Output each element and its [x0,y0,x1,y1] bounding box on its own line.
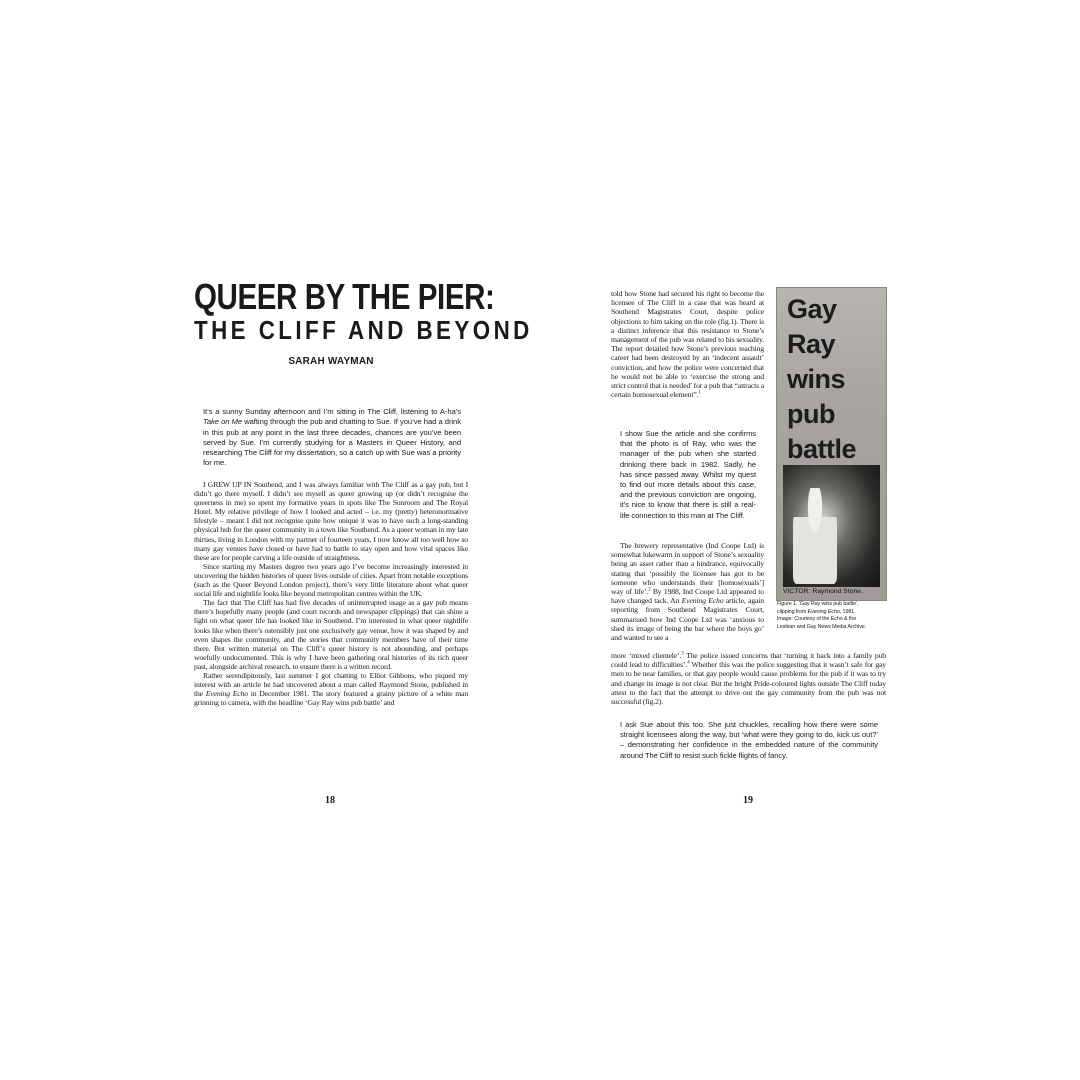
body-paragraph: I GREW UP IN Southend, and I was always familiar with The Cliff as a gay pub, but I didn’t go there myself. I didn’t see myself as queer growing up (or didn’t recognise the queerness in me) so spent my formative years in spots like The Sunroom and The Royal Hotel. My relative privilege of how I looked and acted – i.e. my (pretty) heteronormative lifestyle – meant I did not recognise quite how unique it was to have such a long-standing physical hub for the queer community in a town like Southend. As a queer woman in my late thirties, living in London with my partner of fourteen years, I now know all too well how so many gay venues have closed or have had to battle to stay open and how vital spaces like these are for people carving a life outside of straightness. [194,480,468,562]
body-paragraph: The fact that The Cliff has had five decades of uninterrupted usage as a gay pub means there’s hopefully many people (and court records and newspaper clippings) that can shine a light on what queer life has looked like in Southend. I’m interested in what queer nightlife looks like when there’s ostensibly just one exclusively gay venue, how it was shaped by and even shapes the community, and the stories that community members have of their time there. But written material on The Cliff’s queer history is not abounding, and perhaps woefully undocumented. This is why I have been gathering oral histories of its rich queer past, alongside archival research, to ensure there is a written record. [194,598,468,671]
interview-quote-1: I show Sue the article and she confirms that the photo is of Ray, who was the manager of the pub when she started drinking there back in 1982. Sadly, he has since passed away. Whilst my quest to find out more details about this case, and the previous conviction are ongoing, it’s nice to know that there is still a real-life connection to this man at The Cliff. [620,429,756,520]
body-text-right-mid: The brewery representative (Ind Coope Ltd) is somewhat lukewarm in support of Stone’s sexuality being an asset rather than a hindrance, equivocally stating that ‘possibly the licensee has got to be someone who understands their [homosexuals’] way of life’.$^2$ By 1988, Ind Coope Ltd appeared to have changed tack. An Evening Echo article, again reporting from Southend Magistrates Court, summarised how Ind Coope Ltd was ‘anxious to shed its image of being the bar where the boys go’ and wanted to see a [611,541,764,643]
author-byline: SARAH WAYMAN [288,356,374,367]
body-paragraph: Rather serendipitously, last summer I got chatting to Elliot Gibbons, who piqued my interest with an article he had uncovered about a man called Raymond Stone, published in the Evening Echo in December 1981. The story featured a grainy picture of a white man grinning to camera, with the headline ‘Gay Ray wins pub battle’ and [194,670,469,708]
figure-caption: Figure 1. ‘Gay Ray wins pub battle’, clipping from Evening Echo, 1981. Image: Courtesy of the Echo & the Lesbian and Gay News Media Archive. [777,601,867,630]
body-text-left [194,480,468,707]
page-number-right: 19 [743,795,753,806]
newspaper-clipping-image [776,287,887,601]
article-title: QUEER BY THE PIER: [194,276,495,317]
article-subtitle: THE CLIFF AND BEYOND [194,315,533,345]
clipping-headline: Gay Ray wins pub battle [787,294,857,464]
clipping-photo-subject [793,488,837,584]
interview-quote-2: I ask Sue about this too. She just chuckles, recalling how there were some straight licensees along the way, but ‘what were they going to do, kick us out?’ – demonstrating her confidence in the embedded nature of the community around The Cliff to resist such fickle flights of fancy. [620,720,878,760]
clipping-photo-caption: VICTOR: Raymond Stone. [783,588,863,595]
page-number-left: 18 [325,795,335,806]
body-text-right-low: more ‘mixed clientele’.$^3$ The police issued concerns that ‘turning it back into a family pub could lead to difficulties’.$^4$ Whether this was the police suggesting that it wasn’t safe for gay men to be near families, or that gay people would cause problems for the pub if it was to try and change its image is not clear. But the bright Pride-coloured lights outside The Cliff today attest to the fact that the attempt to drive out the gay community from the pub was not successful (fig.2). [611,651,887,707]
body-text-right-top: told how Stone had secured his right to become the licensee of The Cliff in a case that was heard at Southend Magistrates Court, despite police objections to him taking on the role (fig.1). There is a distinct inference that this resistance to Stone’s management of the pub was related to his sexuality. The report detailed how Stone’s previous teaching career had been destroyed by an ‘indecent assault’ conviction, and how the police were concerned that he would not be able to ‘exercise the strong and strict control that is needed’ for a pub that “attracts a certain homosexual element”.$^1$ [611,289,764,400]
intro-paragraph: It’s a sunny Sunday afternoon and I’m sitting in The Cliff, listening to A-ha’s Take on Me wafting through the pub and chatting to Sue. If you’ve had a drink in this pub at any point in the last three decades, chances are you’ve been served by Sue. I’m currently studying for a Masters in Queer History, and researching The Cliff for my dissertation, so a catch up with Sue was a priority for me. [203,407,461,468]
body-paragraph: Since starting my Masters degree two years ago I’ve become increasingly interested in uncovering the hidden histories of queer lives outside of cities. Apart from notable exceptions (such as the Queer Beyond London project), there’s very little literature about what queer social life and nightlife looks like beyond metropolitan centres within the UK. [194,561,468,599]
